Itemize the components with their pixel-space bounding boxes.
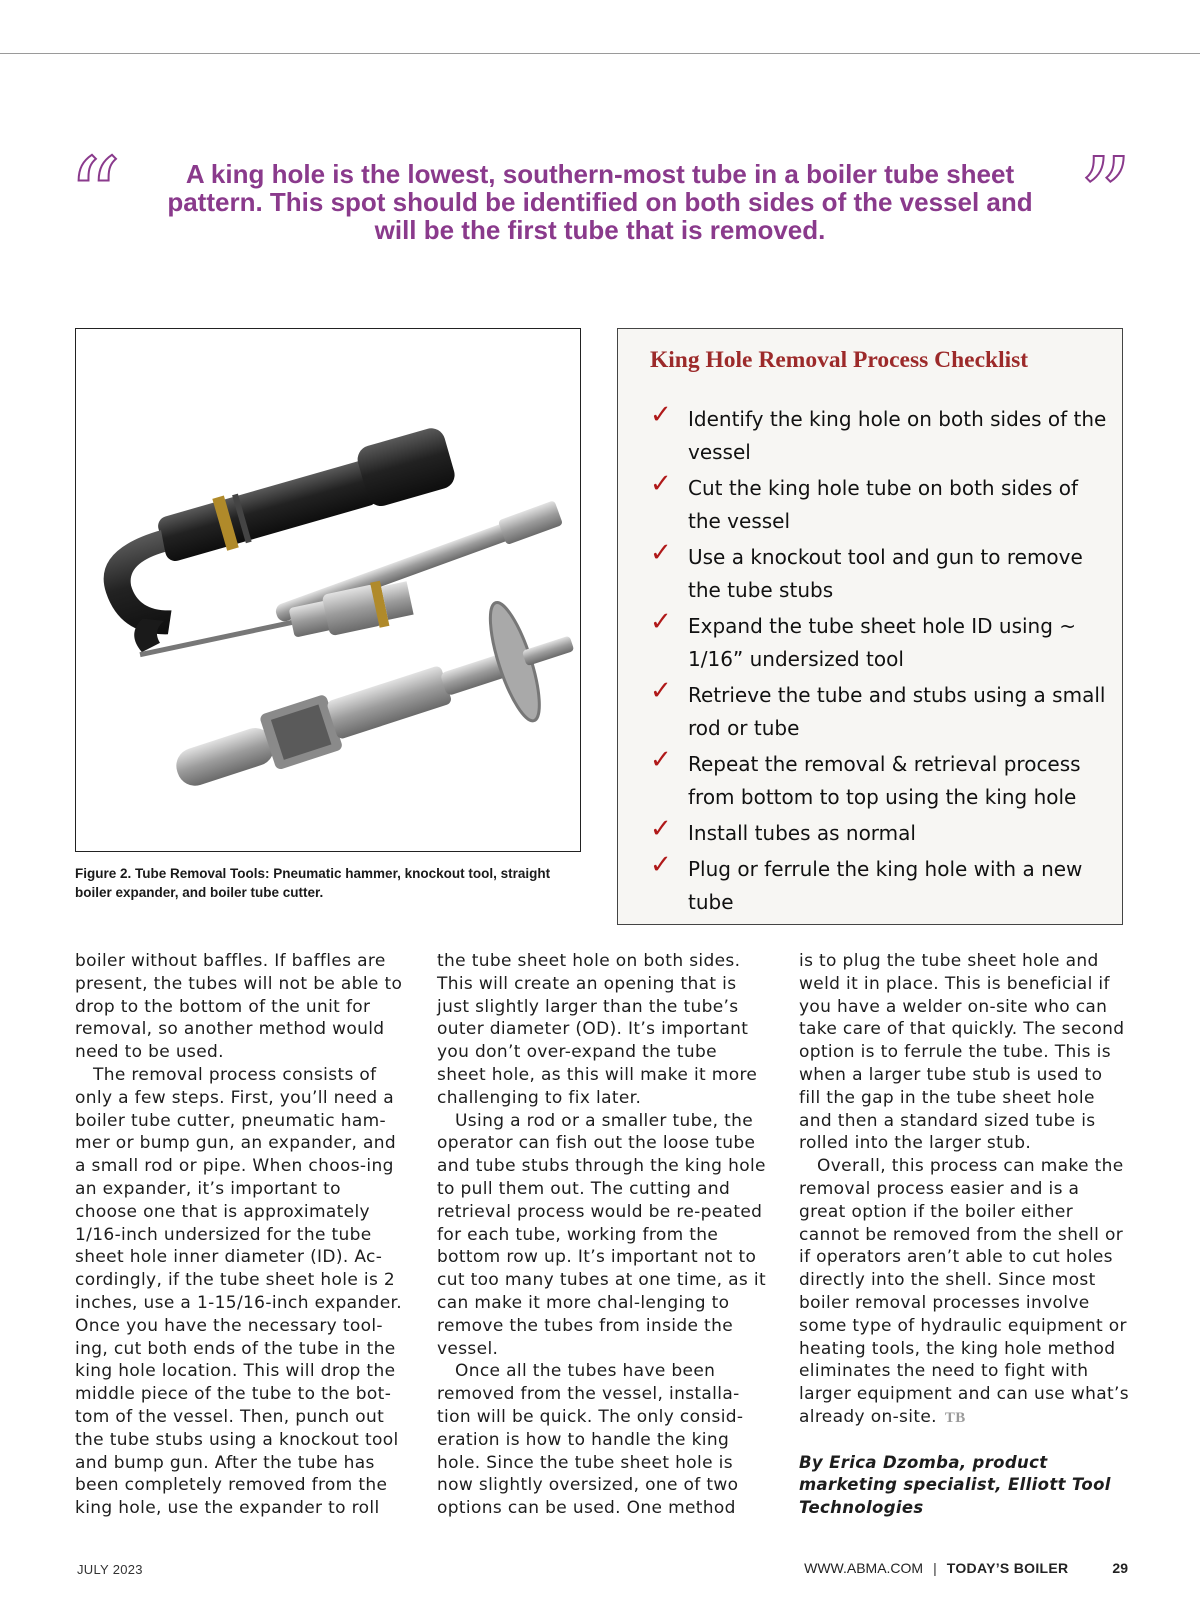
checklist-item-text: Use a knockout tool and gun to remove the tube stubs — [688, 545, 1083, 602]
checklist-item — [650, 814, 1108, 850]
article-paragraph-text: Overall, this process can make the removal process easier and is a great option if the boiler either cannot be removed from the shell or if operators aren’t able to cut holes directly into the shell. Since most boiler removal processes involve some type of hydraulic equipment or heating tools, the king hole method eliminates the need to fight with larger equipment and can use what’s already on-site. — [799, 1156, 1129, 1427]
checklist-items — [650, 400, 1108, 922]
article-paragraph: Using a rod or a smaller tube, the operator can fish out the loose tube and tube stubs through the king hole to pull them out. The cutting and retrieval process would be re-peated for each tube, working from the bottom row up. It’s important not to cut too many tubes at one time, as it can make it more chal-lenging to remove the tubes from inside the vessel. — [437, 1110, 766, 1359]
checklist-item-text: Install tubes as normal — [688, 821, 916, 845]
boiler-expander-icon — [135, 575, 415, 677]
footer-publication: TODAY’S BOILER — [946, 1560, 1069, 1576]
open-quote-icon: “ — [68, 135, 122, 257]
footer-right — [804, 1560, 1128, 1576]
page-number: 29 — [1112, 1560, 1128, 1576]
checklist-box — [617, 328, 1123, 925]
checklist-item-text: Plug or ferrule the king hole with a new tube — [688, 857, 1083, 914]
article-paragraph: boiler without baffles. If baffles are present, the tubes will not be able to drop to the bottom of the unit for removal, so another method would need to be used. — [75, 951, 403, 1063]
end-mark: TB — [944, 1409, 966, 1426]
article-paragraph: The removal process consists of only a few steps. First, you’ll need a boiler tube cutter, pneumatic ham-mer or bump gun, an expander, and a small rod or pipe. When choos-ing an expander, it’s important to choose one that is approximately 1/16-inch undersized for the tube sheet hole inner diameter (ID). Ac-cordingly, if the tube sheet hole is 2 inches, use a 1-15/16-inch expander. Once you have the necessary tool-ing, cut both ends of the tube in the king hole location. This will drop the middle piece of the tube to the bot-tom of the vessel. Then, punch out the tube stubs using a knockout tool and bump gun. After the tube has been completely removed from the king hole, use the expander to roll — [75, 1064, 403, 1519]
checklist-item — [650, 745, 1108, 814]
article-paragraph: the tube sheet hole on both sides. This will create an opening that is just slightly larger than the tube’s outer diameter (OD). It’s important you don’t over-expand the tube sheet hole, as this will make it more challenging to fix later. — [437, 951, 758, 1108]
checkmark-icon: ✓ — [650, 469, 672, 499]
pull-quote-text: A king hole is the lowest, southern-most tube in a boiler tube sheet pattern. This spot should be identified on both sides of the vessel and will be the first tube that is removed. — [167, 159, 1033, 245]
checkmark-icon: ✓ — [650, 676, 672, 706]
figure-tools-photo — [75, 328, 581, 852]
checklist-item-text: Expand the tube sheet hole ID using ~ 1/16” undersized tool — [688, 614, 1077, 671]
checklist-item — [650, 400, 1108, 469]
article-column-1 — [75, 950, 405, 1520]
footer-separator: | — [933, 1560, 937, 1576]
checklist-item-text: Cut the king hole tube on both sides of the vessel — [688, 476, 1078, 533]
checkmark-icon: ✓ — [650, 538, 672, 568]
checklist-item — [650, 850, 1108, 919]
footer-website[interactable]: WWW.ABMA.COM — [804, 1560, 924, 1576]
checklist-item — [650, 469, 1108, 538]
top-rule — [0, 53, 1200, 54]
article-column-3 — [799, 950, 1129, 1519]
checklist-item-text: Retrieve the tube and stubs using a small rod or tube — [688, 683, 1106, 740]
checklist-item — [650, 538, 1108, 607]
pull-quote — [68, 135, 1132, 257]
checklist-item — [650, 607, 1108, 676]
checklist-item-text: Repeat the removal & retrieval process from bottom to top using the king hole — [688, 752, 1081, 809]
checkmark-icon: ✓ — [650, 850, 672, 880]
checklist-title: King Hole Removal Process Checklist — [650, 347, 1029, 373]
checkmark-icon: ✓ — [650, 745, 672, 775]
tool-illustration — [76, 329, 580, 851]
checkmark-icon: ✓ — [650, 814, 672, 844]
checklist-item — [650, 676, 1108, 745]
footer-date: JULY 2023 — [77, 1562, 143, 1577]
article-column-2 — [437, 950, 767, 1520]
checkmark-icon: ✓ — [650, 607, 672, 637]
author-byline: By Erica Dzomba, product marketing specialist, Elliott Tool Technologies — [799, 1452, 1111, 1517]
close-quote-icon: ” — [1078, 135, 1132, 257]
article-paragraph — [799, 1155, 1129, 1430]
article-paragraph: is to plug the tube sheet hole and weld it in place. This is beneficial if you have a welder on-site who can take care of that quickly. The second option is to ferrule the tube. This is when a larger tube stub is used to fill the gap in the tube sheet hole and then a standard sized tube is rolled into the larger stub. — [799, 951, 1125, 1154]
figure-caption: Figure 2. Tube Removal Tools: Pneumatic hammer, knockout tool, straight boiler expander, and boiler tube cutter. — [75, 866, 551, 900]
checklist-item-text: Identify the king hole on both sides of the vessel — [688, 407, 1107, 464]
checkmark-icon: ✓ — [650, 400, 672, 430]
article-paragraph: Once all the tubes have been removed from the vessel, installa-tion will be quick. The only consid-eration is how to handle the king hole. Since the tube sheet hole is now slightly oversized, one of two options can be used. One method — [437, 1361, 744, 1519]
